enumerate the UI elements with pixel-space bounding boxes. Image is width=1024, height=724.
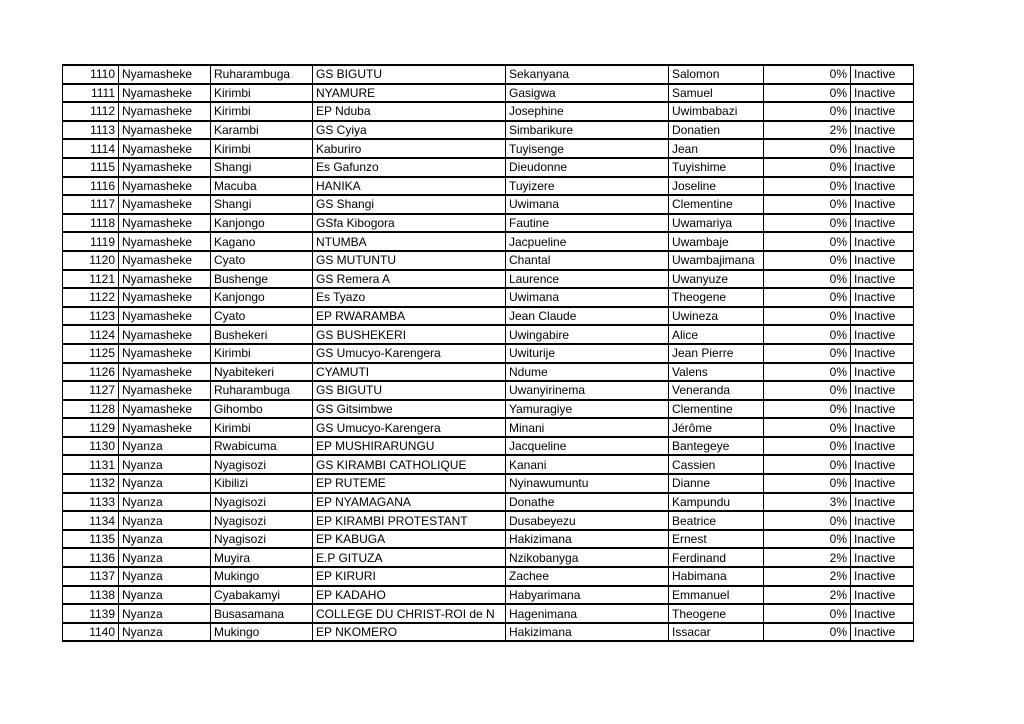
cell-last-name: Kampundu xyxy=(669,493,764,512)
cell-first-name: Uwanyirinema xyxy=(506,381,669,400)
cell-percent: 0% xyxy=(764,418,851,437)
cell-first-name: Tuyizere xyxy=(506,177,669,196)
cell-first-name: Hagenimana xyxy=(506,604,669,623)
cell-sector: Bushekeri xyxy=(211,325,313,344)
cell-last-name: Clementine xyxy=(669,400,764,419)
cell-row-number: 1126 xyxy=(63,363,119,382)
cell-percent: 3% xyxy=(764,493,851,512)
cell-sector: Shangi xyxy=(211,158,313,177)
cell-status: Inactive xyxy=(851,530,914,549)
cell-percent: 0% xyxy=(764,139,851,158)
cell-last-name: Theogene xyxy=(669,288,764,307)
records-table xyxy=(62,64,914,642)
cell-status: Inactive xyxy=(851,344,914,363)
table-row xyxy=(63,158,914,177)
cell-sector: Nyabitekeri xyxy=(211,363,313,382)
cell-school: GS BUSHEKERI xyxy=(313,325,506,344)
table-row xyxy=(63,344,914,363)
cell-row-number: 1119 xyxy=(63,232,119,251)
table-row xyxy=(63,84,914,103)
cell-first-name: Tuyisenge xyxy=(506,139,669,158)
cell-row-number: 1132 xyxy=(63,474,119,493)
cell-school: GSfa Kibogora xyxy=(313,214,506,233)
cell-status: Inactive xyxy=(851,567,914,586)
table-row xyxy=(63,400,914,419)
cell-row-number: 1137 xyxy=(63,567,119,586)
cell-first-name: Minani xyxy=(506,418,669,437)
cell-first-name: Chantal xyxy=(506,251,669,270)
cell-last-name: Cassien xyxy=(669,455,764,474)
table-row xyxy=(63,363,914,382)
cell-district: Nyamasheke xyxy=(119,381,211,400)
cell-first-name: Hakizimana xyxy=(506,623,669,642)
cell-first-name: Jacqueline xyxy=(506,437,669,456)
table-row xyxy=(63,437,914,456)
cell-status: Inactive xyxy=(851,418,914,437)
cell-row-number: 1120 xyxy=(63,251,119,270)
cell-sector: Cyato xyxy=(211,307,313,326)
cell-row-number: 1140 xyxy=(63,623,119,642)
cell-percent: 0% xyxy=(764,214,851,233)
cell-percent: 0% xyxy=(764,400,851,419)
cell-district: Nyamasheke xyxy=(119,325,211,344)
cell-school: NYAMURE xyxy=(313,84,506,103)
cell-sector: Busasamana xyxy=(211,604,313,623)
table-row xyxy=(63,381,914,400)
cell-sector: Nyagisozi xyxy=(211,530,313,549)
cell-sector: Nyagisozi xyxy=(211,493,313,512)
cell-first-name: Jacpueline xyxy=(506,232,669,251)
cell-percent: 0% xyxy=(764,623,851,642)
cell-first-name: Sekanyana xyxy=(506,65,669,84)
cell-last-name: Uwambaje xyxy=(669,232,764,251)
cell-school: HANIKA xyxy=(313,177,506,196)
cell-school: EP NKOMERO xyxy=(313,623,506,642)
cell-sector: Macuba xyxy=(211,177,313,196)
cell-district: Nyamasheke xyxy=(119,195,211,214)
cell-school: EP MUSHIRARUNGU xyxy=(313,437,506,456)
cell-status: Inactive xyxy=(851,214,914,233)
cell-first-name: Zachee xyxy=(506,567,669,586)
cell-district: Nyamasheke xyxy=(119,363,211,382)
cell-last-name: Clementine xyxy=(669,195,764,214)
cell-sector: Ruharambuga xyxy=(211,65,313,84)
cell-row-number: 1131 xyxy=(63,455,119,474)
cell-status: Inactive xyxy=(851,270,914,289)
cell-last-name: Habimana xyxy=(669,567,764,586)
cell-status: Inactive xyxy=(851,400,914,419)
cell-first-name: Yamuragiye xyxy=(506,400,669,419)
cell-school: NTUMBA xyxy=(313,232,506,251)
cell-percent: 0% xyxy=(764,307,851,326)
cell-district: Nyamasheke xyxy=(119,177,211,196)
cell-school: EP Nduba xyxy=(313,102,506,121)
cell-percent: 0% xyxy=(764,177,851,196)
cell-district: Nyanza xyxy=(119,455,211,474)
cell-row-number: 1133 xyxy=(63,493,119,512)
cell-percent: 0% xyxy=(764,84,851,103)
cell-last-name: Uwamariya xyxy=(669,214,764,233)
cell-last-name: Beatrice xyxy=(669,511,764,530)
cell-last-name: Dianne xyxy=(669,474,764,493)
cell-sector: Muyira xyxy=(211,548,313,567)
cell-row-number: 1117 xyxy=(63,195,119,214)
cell-row-number: 1135 xyxy=(63,530,119,549)
cell-sector: Karambi xyxy=(211,121,313,140)
cell-percent: 0% xyxy=(764,474,851,493)
cell-first-name: Ndume xyxy=(506,363,669,382)
cell-school: E.P GITUZA xyxy=(313,548,506,567)
table-row xyxy=(63,288,914,307)
cell-district: Nyanza xyxy=(119,437,211,456)
cell-status: Inactive xyxy=(851,548,914,567)
cell-first-name: Uwimana xyxy=(506,195,669,214)
cell-sector: Kirimbi xyxy=(211,344,313,363)
cell-status: Inactive xyxy=(851,177,914,196)
records-table-body xyxy=(63,65,914,641)
cell-last-name: Emmanuel xyxy=(669,586,764,605)
cell-first-name: Uwiturije xyxy=(506,344,669,363)
cell-sector: Kirimbi xyxy=(211,102,313,121)
cell-sector: Mukingo xyxy=(211,623,313,642)
cell-percent: 2% xyxy=(764,586,851,605)
cell-row-number: 1115 xyxy=(63,158,119,177)
table-row xyxy=(63,139,914,158)
table-row xyxy=(63,65,914,84)
cell-sector: Kirimbi xyxy=(211,84,313,103)
cell-percent: 0% xyxy=(764,455,851,474)
cell-first-name: Donathe xyxy=(506,493,669,512)
cell-sector: Cyato xyxy=(211,251,313,270)
cell-percent: 2% xyxy=(764,121,851,140)
cell-sector: Nyagisozi xyxy=(211,455,313,474)
cell-row-number: 1136 xyxy=(63,548,119,567)
cell-row-number: 1114 xyxy=(63,139,119,158)
cell-school: Es Tyazo xyxy=(313,288,506,307)
cell-sector: Nyagisozi xyxy=(211,511,313,530)
table-row xyxy=(63,586,914,605)
table-row xyxy=(63,232,914,251)
cell-status: Inactive xyxy=(851,288,914,307)
cell-district: Nyamasheke xyxy=(119,400,211,419)
cell-last-name: Theogene xyxy=(669,604,764,623)
cell-percent: 0% xyxy=(764,288,851,307)
cell-district: Nyamasheke xyxy=(119,344,211,363)
cell-school: GS MUTUNTU xyxy=(313,251,506,270)
cell-sector: Ruharambuga xyxy=(211,381,313,400)
cell-school: GS Gitsimbwe xyxy=(313,400,506,419)
cell-percent: 0% xyxy=(764,604,851,623)
cell-row-number: 1134 xyxy=(63,511,119,530)
cell-last-name: Jean Pierre xyxy=(669,344,764,363)
cell-district: Nyamasheke xyxy=(119,121,211,140)
cell-school: GS BIGUTU xyxy=(313,65,506,84)
cell-percent: 2% xyxy=(764,567,851,586)
table-row xyxy=(63,270,914,289)
table-row xyxy=(63,548,914,567)
cell-school: EP RWARAMBA xyxy=(313,307,506,326)
cell-row-number: 1121 xyxy=(63,270,119,289)
cell-first-name: Nzikobanyga xyxy=(506,548,669,567)
table-row xyxy=(63,623,914,642)
cell-district: Nyamasheke xyxy=(119,232,211,251)
cell-first-name: Josephine xyxy=(506,102,669,121)
cell-sector: Shangi xyxy=(211,195,313,214)
cell-row-number: 1110 xyxy=(63,65,119,84)
table-row xyxy=(63,307,914,326)
table-row xyxy=(63,325,914,344)
cell-status: Inactive xyxy=(851,511,914,530)
cell-district: Nyamasheke xyxy=(119,270,211,289)
cell-first-name: Hakizimana xyxy=(506,530,669,549)
cell-first-name: Uwingabire xyxy=(506,325,669,344)
cell-district: Nyamasheke xyxy=(119,214,211,233)
cell-percent: 0% xyxy=(764,437,851,456)
cell-district: Nyamasheke xyxy=(119,418,211,437)
cell-row-number: 1139 xyxy=(63,604,119,623)
cell-district: Nyanza xyxy=(119,530,211,549)
cell-percent: 0% xyxy=(764,363,851,382)
cell-last-name: Bantegeye xyxy=(669,437,764,456)
cell-first-name: Dieudonne xyxy=(506,158,669,177)
cell-last-name: Uwineza xyxy=(669,307,764,326)
cell-last-name: Veneranda xyxy=(669,381,764,400)
cell-percent: 0% xyxy=(764,195,851,214)
cell-percent: 0% xyxy=(764,325,851,344)
cell-district: Nyanza xyxy=(119,493,211,512)
cell-school: EP NYAMAGANA xyxy=(313,493,506,512)
cell-school: GS KIRAMBI CATHOLIQUE xyxy=(313,455,506,474)
cell-last-name: Ernest xyxy=(669,530,764,549)
cell-status: Inactive xyxy=(851,139,914,158)
cell-sector: Cyabakamyi xyxy=(211,586,313,605)
cell-last-name: Samuel xyxy=(669,84,764,103)
cell-row-number: 1112 xyxy=(63,102,119,121)
cell-percent: 0% xyxy=(764,65,851,84)
cell-last-name: Uwambajimana xyxy=(669,251,764,270)
cell-last-name: Uwimbabazi xyxy=(669,102,764,121)
cell-school: EP KADAHO xyxy=(313,586,506,605)
cell-sector: Kirimbi xyxy=(211,418,313,437)
cell-district: Nyanza xyxy=(119,623,211,642)
table-row xyxy=(63,214,914,233)
cell-status: Inactive xyxy=(851,381,914,400)
cell-district: Nyamasheke xyxy=(119,139,211,158)
cell-first-name: Laurence xyxy=(506,270,669,289)
cell-percent: 0% xyxy=(764,232,851,251)
cell-school: GS BIGUTU xyxy=(313,381,506,400)
cell-row-number: 1116 xyxy=(63,177,119,196)
cell-last-name: Joseline xyxy=(669,177,764,196)
cell-row-number: 1122 xyxy=(63,288,119,307)
cell-row-number: 1124 xyxy=(63,325,119,344)
cell-school: Kaburiro xyxy=(313,139,506,158)
table-row xyxy=(63,530,914,549)
cell-first-name: Jean Claude xyxy=(506,307,669,326)
cell-district: Nyamasheke xyxy=(119,158,211,177)
cell-school: GS Umucyo-Karengera xyxy=(313,344,506,363)
cell-school: COLLEGE DU CHRIST-ROI de N xyxy=(313,604,506,623)
cell-status: Inactive xyxy=(851,455,914,474)
cell-district: Nyanza xyxy=(119,586,211,605)
cell-percent: 0% xyxy=(764,344,851,363)
cell-row-number: 1127 xyxy=(63,381,119,400)
cell-status: Inactive xyxy=(851,437,914,456)
cell-first-name: Habyarimana xyxy=(506,586,669,605)
cell-percent: 0% xyxy=(764,511,851,530)
table-row xyxy=(63,418,914,437)
table-row xyxy=(63,511,914,530)
cell-sector: Kanjongo xyxy=(211,214,313,233)
cell-row-number: 1118 xyxy=(63,214,119,233)
cell-district: Nyamasheke xyxy=(119,251,211,270)
cell-status: Inactive xyxy=(851,623,914,642)
table-row xyxy=(63,102,914,121)
cell-row-number: 1128 xyxy=(63,400,119,419)
cell-district: Nyanza xyxy=(119,567,211,586)
cell-first-name: Uwimana xyxy=(506,288,669,307)
cell-sector: Bushenge xyxy=(211,270,313,289)
cell-status: Inactive xyxy=(851,84,914,103)
cell-first-name: Fautine xyxy=(506,214,669,233)
cell-row-number: 1125 xyxy=(63,344,119,363)
cell-status: Inactive xyxy=(851,158,914,177)
cell-row-number: 1111 xyxy=(63,84,119,103)
cell-row-number: 1130 xyxy=(63,437,119,456)
cell-district: Nyamasheke xyxy=(119,288,211,307)
table-row xyxy=(63,567,914,586)
cell-row-number: 1113 xyxy=(63,121,119,140)
cell-district: Nyamasheke xyxy=(119,307,211,326)
cell-district: Nyanza xyxy=(119,548,211,567)
cell-school: EP KIRURI xyxy=(313,567,506,586)
cell-status: Inactive xyxy=(851,195,914,214)
table-row xyxy=(63,474,914,493)
cell-percent: 0% xyxy=(764,251,851,270)
cell-last-name: Salomon xyxy=(669,65,764,84)
cell-first-name: Simbarikure xyxy=(506,121,669,140)
cell-last-name: Donatien xyxy=(669,121,764,140)
cell-percent: 0% xyxy=(764,270,851,289)
cell-school: EP KABUGA xyxy=(313,530,506,549)
cell-status: Inactive xyxy=(851,325,914,344)
cell-status: Inactive xyxy=(851,65,914,84)
cell-status: Inactive xyxy=(851,232,914,251)
cell-last-name: Ferdinand xyxy=(669,548,764,567)
table-row xyxy=(63,251,914,270)
cell-sector: Kibilizi xyxy=(211,474,313,493)
cell-last-name: Tuyishime xyxy=(669,158,764,177)
table-row xyxy=(63,121,914,140)
cell-percent: 2% xyxy=(764,548,851,567)
cell-row-number: 1138 xyxy=(63,586,119,605)
cell-sector: Kanjongo xyxy=(211,288,313,307)
cell-sector: Gihombo xyxy=(211,400,313,419)
cell-district: Nyamasheke xyxy=(119,102,211,121)
cell-last-name: Jean xyxy=(669,139,764,158)
cell-first-name: Gasigwa xyxy=(506,84,669,103)
table-row xyxy=(63,455,914,474)
table-row xyxy=(63,493,914,512)
cell-sector: Rwabicuma xyxy=(211,437,313,456)
cell-sector: Mukingo xyxy=(211,567,313,586)
cell-district: Nyamasheke xyxy=(119,65,211,84)
cell-status: Inactive xyxy=(851,121,914,140)
cell-school: GS Shangi xyxy=(313,195,506,214)
cell-status: Inactive xyxy=(851,307,914,326)
cell-row-number: 1129 xyxy=(63,418,119,437)
cell-sector: Kirimbi xyxy=(211,139,313,158)
cell-status: Inactive xyxy=(851,474,914,493)
cell-first-name: Nyinawumuntu xyxy=(506,474,669,493)
cell-last-name: Uwanyuze xyxy=(669,270,764,289)
cell-district: Nyamasheke xyxy=(119,84,211,103)
cell-school: EP RUTEME xyxy=(313,474,506,493)
cell-school: GS Umucyo-Karengera xyxy=(313,418,506,437)
table-row xyxy=(63,604,914,623)
cell-district: Nyanza xyxy=(119,511,211,530)
cell-last-name: Alice xyxy=(669,325,764,344)
cell-school: EP KIRAMBI PROTESTANT xyxy=(313,511,506,530)
cell-percent: 0% xyxy=(764,158,851,177)
cell-district: Nyanza xyxy=(119,604,211,623)
cell-status: Inactive xyxy=(851,102,914,121)
records-table-container xyxy=(62,64,914,642)
cell-first-name: Dusabeyezu xyxy=(506,511,669,530)
cell-row-number: 1123 xyxy=(63,307,119,326)
cell-school: CYAMUTI xyxy=(313,363,506,382)
cell-last-name: Valens xyxy=(669,363,764,382)
table-row xyxy=(63,195,914,214)
cell-status: Inactive xyxy=(851,251,914,270)
cell-first-name: Kanani xyxy=(506,455,669,474)
cell-status: Inactive xyxy=(851,493,914,512)
cell-sector: Kagano xyxy=(211,232,313,251)
cell-percent: 0% xyxy=(764,530,851,549)
cell-school: GS Cyiya xyxy=(313,121,506,140)
cell-last-name: Jérôme xyxy=(669,418,764,437)
cell-school: Es Gafunzo xyxy=(313,158,506,177)
cell-school: GS Remera A xyxy=(313,270,506,289)
table-row xyxy=(63,177,914,196)
cell-status: Inactive xyxy=(851,604,914,623)
cell-district: Nyanza xyxy=(119,474,211,493)
cell-percent: 0% xyxy=(764,102,851,121)
cell-status: Inactive xyxy=(851,586,914,605)
cell-percent: 0% xyxy=(764,381,851,400)
cell-status: Inactive xyxy=(851,363,914,382)
cell-last-name: Issacar xyxy=(669,623,764,642)
